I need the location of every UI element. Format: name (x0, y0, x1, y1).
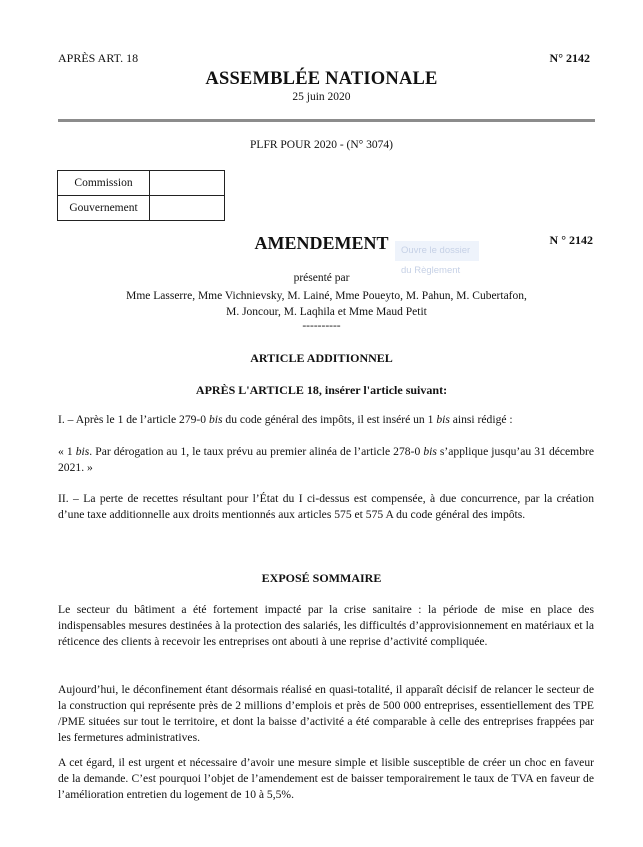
article-heading: ARTICLE ADDITIONNEL (250, 351, 393, 365)
header-divider (58, 119, 595, 122)
authors-line: M. Joncour, M. Laqhila et Mme Maud Petit (226, 306, 427, 318)
summary-paragraph-3: A cet égard, il est urgent et nécessaire d’avoir une mesure simple et lisible susceptible de créer un choc en faveur de la demande. C’est pourquoi l’objet de l’amendement est de baisser temporairement le taux de TVA en faveur de l’amélioration entretien du logement de 10 à 5,5%. (58, 756, 594, 801)
amendment-number-header: N° 2142 (549, 51, 590, 65)
commission-label: Commission (58, 171, 150, 196)
government-value (150, 196, 225, 221)
presented-by: présenté par (293, 272, 350, 284)
amendment-number: N ° 2142 (549, 233, 593, 247)
article-paragraph-3: II. – La perte de recettes résultant pour l’État du I ci-dessus est compensée, à due concurrence, par la création d’une taxe additionnelle aux droits mentionnés aux articles 575 et 575 A du code général des impôts. (58, 492, 594, 521)
institution-title: ASSEMBLÉE NATIONALE (205, 69, 438, 89)
table-row (58, 171, 225, 196)
summary-paragraph-2: Aujourd’hui, le déconfinement étant désormais réalisé en quasi-totalité, il apparaît décisif de relancer le secteur de la construction qui représente près de 2 millions d’emplois et près de 500 000 entreprises, essentiellement des TPE /PME situées sur tout le territoire, et dont la baisse d’activité a été comparable à celle des entreprises frappées par les fermetures administratives. (58, 683, 594, 744)
article-paragraph-2: « 1 bis. Par dérogation au 1, le taux prévu au premier alinéa de l’article 278-0 bis s’applique jusqu’au 31 décembre 2021. » (58, 445, 595, 474)
article-instruction: APRÈS L'ARTICLE 18, insérer l'article suivant: (195, 383, 448, 397)
government-label: Gouvernement (58, 196, 150, 221)
article-paragraph-1: I. – Après le 1 de l’article 279-0 bis du code général des impôts, il est inséré un 1 bis ainsi rédigé : (58, 413, 513, 426)
document-date: 25 juin 2020 (292, 91, 351, 103)
table-row (58, 196, 225, 221)
separator: ---------- (302, 320, 341, 332)
amendment-title: AMENDEMENT (254, 233, 389, 253)
summary-heading: EXPOSÉ SOMMAIRE (261, 571, 382, 585)
summary-paragraph-1: Le secteur du bâtiment a été fortement impacté par la crise sanitaire : la période de mise en place des indispensables mesures destinées à la protection des salariés, les difficultés d’approvisionnement en matériaux et la réticence des clients à recevoir les entreprises ont abouti à une reprise d’activité compliquée. (58, 603, 594, 648)
authors (60, 288, 593, 320)
tooltip-ghost: Ouvre le dossier du Règlement (395, 241, 479, 261)
commission-value (150, 171, 225, 196)
bill-reference: PLFR POUR 2020 - (N° 3074) (250, 139, 393, 151)
opinion-table (57, 170, 225, 221)
authors-line: Mme Lasserre, Mme Vichnievsky, M. Lainé, Mme Poueyto, M. Pahun, M. Cubertafon, (126, 290, 527, 302)
article-reference: APRÈS ART. 18 (58, 51, 139, 65)
